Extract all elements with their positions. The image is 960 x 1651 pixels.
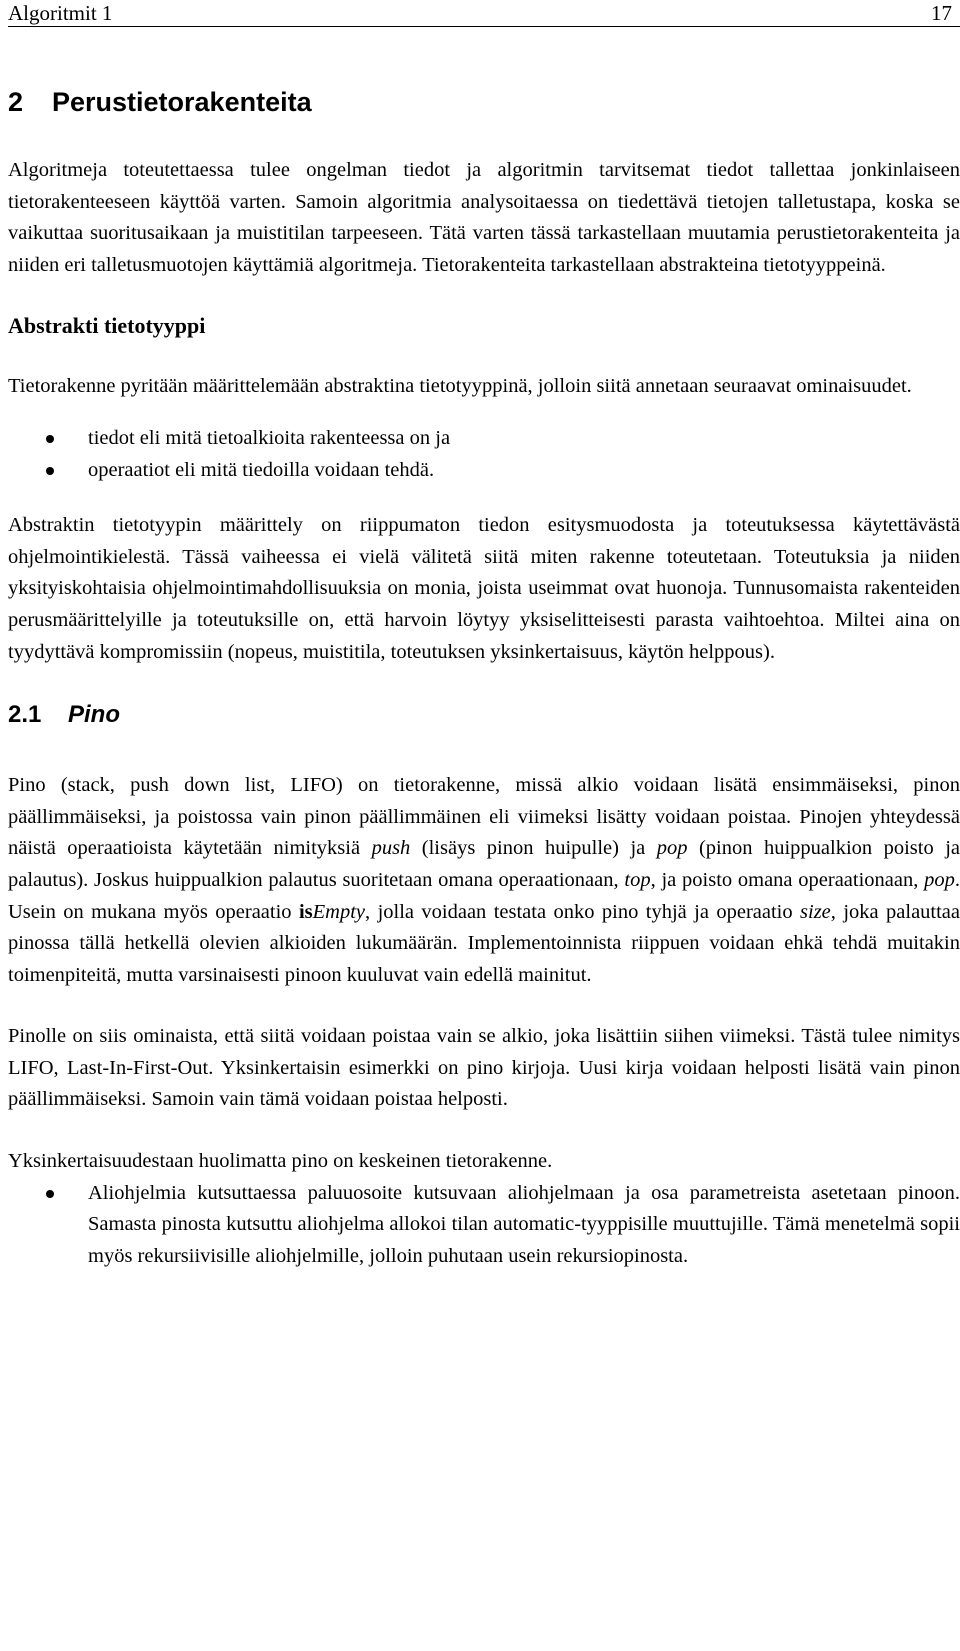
stack-paragraph-2: Pinolle on siis ominaista, että siitä voidaan poistaa vain se alkio, joka lisättiin siihen viimeksi. Tästä tulee nimitys LIFO, Last-In-First-Out. Yksinkertaisin esimerkki on pino kirjoja. Uusi kirja voidaan helposti lisätä vain pinon päällimmäiseksi. Samoin vain tämä voidaan poistaa helposti. — [8, 1025, 960, 1111]
list-item — [8, 1178, 960, 1273]
list-item — [8, 423, 960, 455]
chapter-heading — [8, 85, 960, 119]
section-title: Pino — [68, 701, 120, 729]
text-run: , jolla voidaan testata onko pino tyhjä ja operaatio — [365, 900, 801, 923]
term-pop: pop — [924, 868, 955, 891]
chapter-title: Perustietorakenteita — [52, 87, 312, 117]
page-number: 17 — [931, 1, 952, 25]
chapter-number: 2 — [8, 87, 24, 117]
text-run: (lisäys pinon huipulle) ja — [410, 837, 657, 860]
list-item-text: Aliohjelmia kutsuttaessa paluuosoite kutsuvaan aliohjelmaan ja osa parametreista asetetaan pinoon. Samasta pinosta kutsuttu aliohjelma allokoi tilan automatic-tyyppisille muuttujille. Tämä menetelmä sopii myös rekursiivisille aliohjelmille, jolloin puhutaan usein rekursiopinosta. — [88, 1181, 960, 1267]
page-content — [8, 85, 960, 1272]
adt-paragraph: Tietorakenne pyritään määrittelemään abstraktina tietotyyppinä, jolloin siitä annetaan seuraavat ominaisuudet. — [8, 375, 912, 398]
adt-paragraph-2: Abstraktin tietotyypin määrittely on riippumaton tiedon esitysmuodosta ja toteutuksessa käytettävästä ohjelmointikielestä. Tässä vaiheessa ei vielä välitetä siitä miten rakenne toteutetaan. Toteutuksia ja niiden yksityiskohtaisia ohjelmointimahdollisuuksia on monia, joista useimmat ovat huonoja. Tunnusomaista rakenteiden perusmäärittelyille ja toteutuksille on, että harvoin löytyy yksiselitteisesti parasta vaihtoehtoa. Miltei aina on tyydyttävä kompromissiin (nopeus, muistitila, toteutuksen yksinkertaisuus, käytön helppous). — [8, 514, 960, 663]
bullet-icon — [46, 435, 54, 443]
text-run: Pino (stack, push down list, LIFO) on tietorakenne, missä alkio voidaan lisätä ensimmäiseksi, pinon päällimmäiseksi, ja poistossa vain pinon päällimmäinen eli viimeksi lisätty voidaan poistaa. Pinojen yhteydessä näistä operaatioista käytetään nimityksiä — [8, 774, 960, 860]
term-empty: Empty — [312, 900, 366, 923]
term-top: top — [624, 868, 651, 891]
page-header — [8, 0, 960, 27]
list-item-text: operaatiot eli mitä tiedoilla voidaan tehdä. — [88, 458, 435, 481]
stack-paragraph-1 — [8, 770, 960, 991]
stack-bullet-list — [8, 1178, 960, 1273]
term-push: push — [371, 837, 411, 860]
intro-paragraph: Algoritmeja toteutettaessa tulee ongelman tiedot ja algoritmin tarvitsemat tiedot tallettaa jonkinlaiseen tietorakenteeseen käyttöä varten. Samoin algoritmia analysoitaessa on tiedettävä tietojen talletustapa, koska se vaikuttaa suoritusaikaan ja muistitilan tarpeeseen. Tätä varten tässä tarkastellaan muutamia perustietorakenteita ja niiden eri talletusmuotojen käyttämiä algoritmeja. Tietorakenteita tarkastellaan abstrakteina tietotyyppeinä. — [8, 159, 960, 276]
running-title: Algoritmit 1 — [8, 1, 113, 25]
bullet-icon — [46, 467, 54, 475]
term-pop: pop — [656, 837, 688, 860]
term-is: is — [298, 900, 313, 923]
stack-paragraph-3: Yksinkertaisuudestaan huolimatta pino on keskeinen tietorakenne. — [8, 1150, 553, 1173]
section-number: 2.1 — [8, 701, 42, 729]
bullet-icon — [46, 1190, 54, 1198]
list-item-text: tiedot eli mitä tietoalkioita rakenteessa on ja — [88, 426, 451, 449]
list-item — [8, 455, 960, 487]
text-run: , joka palauttaa pinossa tällä hetkellä olevien alkioiden lukumäärän. Implementoinnista riippuen voidaan ehkä tehdä muitakin toimenpiteitä, mutta varsinaisesti pinoon kuuluvat vain edellä mainitut. — [8, 900, 960, 986]
term-size: size — [800, 900, 831, 923]
text-run: , ja poisto omana operaationaan, — [650, 868, 925, 891]
text-run: (pinon huippualkion poisto ja palautus). Joskus huippualkion palautus suoritetaan omana operaationaan, — [8, 837, 960, 891]
adt-heading: Abstrakti tietotyyppi — [8, 313, 206, 339]
adt-bullet-list — [8, 423, 960, 486]
section-heading — [8, 698, 960, 732]
text-run: . Usein on mukana myös operaatio — [8, 868, 960, 923]
